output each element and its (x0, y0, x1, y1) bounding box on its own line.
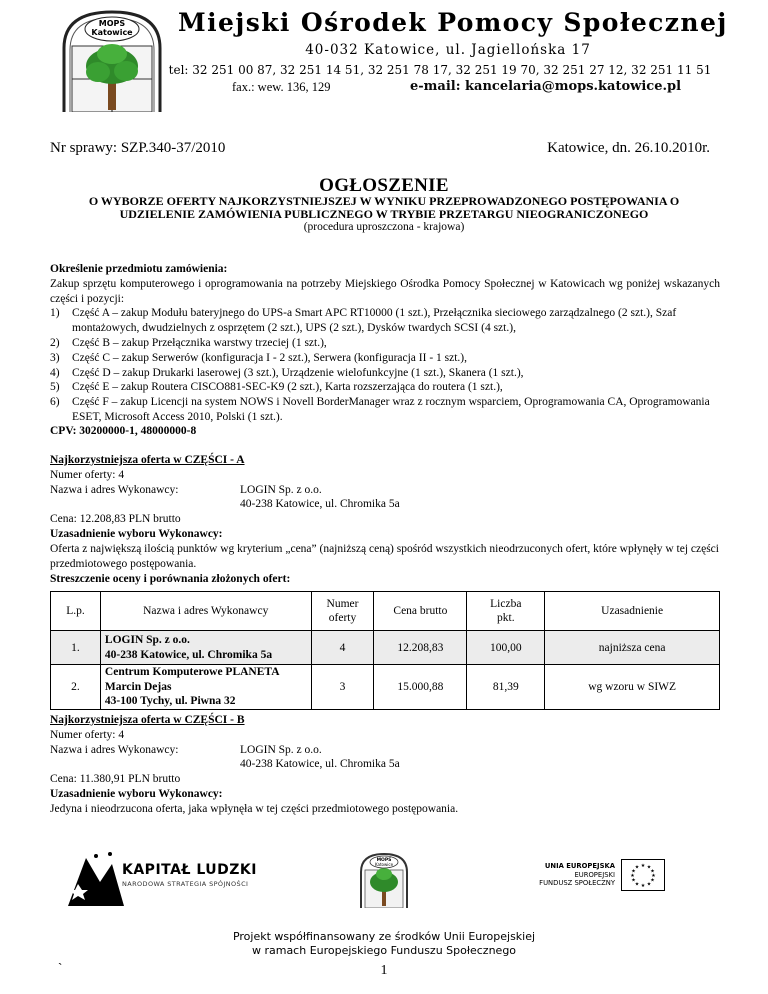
part-a-section (50, 453, 720, 571)
title-line-1: O WYBORZE OFERTY NAJKORZYSTNIEJSZEJ W WYNIKU PRZEPROWADZONEGO POSTĘPOWANIA O (88, 194, 680, 208)
list-item: 6) Część F – zakup Licencji na system NOWS i Novell BorderManager wraz z rocznym wsparciem, Oprogramowania CA, Oprogramowania ESET, Microsoft Access 2010, Polski (1 szt.). (50, 396, 710, 423)
logo-text-city: Katowice (91, 28, 133, 37)
list-item: 3) Część C – zakup Serwerów (konfiguracja I - 2 szt.), Serwera (konfiguracja II - 1 szt.), (50, 351, 467, 364)
col-header: Uzasadnienie (545, 592, 720, 631)
header-address: 40-032 Katowice, ul. Jagiellońska 17 (305, 42, 591, 58)
svg-text:★: ★ (631, 877, 636, 884)
col-header: Nazwa i adres Wykonawcy (100, 592, 311, 631)
part-b-contractor-label: Nazwa i adres Wykonawcy: (50, 743, 179, 756)
svg-text:MOPS: MOPS (376, 858, 392, 863)
part-b-section (50, 713, 720, 817)
part-b-justification-heading: Uzasadnienie wyboru Wykonawcy: (50, 787, 223, 800)
title-line-3: (procedura uproszczona - krajowa) (303, 221, 465, 233)
part-a-offer-number: Numer oferty: 4 (50, 468, 125, 481)
col-header: L.p. (51, 592, 101, 631)
table-header-row (51, 592, 720, 631)
subject-section (50, 262, 720, 425)
col-header: Numer oferty (311, 592, 374, 631)
header-title: Miejski Ośrodek Pomocy Społecznej (178, 8, 728, 37)
list-item: 1) Część A – zakup Modułu bateryjnego do UPS-a Smart APC RT10000 (1 szt.), Przełącznika sieciowego zarządzalnego (2 szt.), Szaf montażowych, dwudzielnych z osprzętem (2 szt.), UPS (2 szt.), Dysków twardych SCSI (4 szt.), (50, 307, 677, 335)
svg-text:Katowice: Katowice (374, 862, 394, 867)
part-a-justification-heading: Uzasadnienie wyboru Wykonawcy: (50, 527, 223, 540)
svg-text:★: ★ (640, 883, 646, 889)
svg-text:★: ★ (630, 873, 635, 879)
svg-text:★: ★ (646, 881, 652, 888)
svg-text:★: ★ (651, 873, 656, 879)
eu-text: UNIA EUROPEJSKA EUROPEJSKI FUNDUSZ SPOŁECZNY (539, 862, 615, 887)
mops-footer-icon (357, 852, 411, 908)
case-number: Nr sprawy: SZP.340-37/2010 (50, 140, 226, 156)
part-b-contractor-name: LOGIN Sp. z o.o. (240, 743, 322, 756)
mops-footer-logo (357, 852, 411, 908)
mops-logo (58, 8, 166, 112)
logo-text-mops: MOPS (98, 19, 126, 28)
summary-heading: Streszczenie oceny i porównania złożonych ofert: (50, 573, 291, 585)
list-item: 5) Część E – zakup Routera CISCO881-SEC-K9 (2 szt.), Karta rozszerzająca do routera (1 szt.), (50, 381, 503, 394)
col-header: Cena brutto (374, 592, 467, 631)
svg-text:★: ★ (634, 881, 640, 888)
part-a-heading: Najkorzystniejsza oferta w CZĘŚCI - A (50, 454, 245, 466)
table-row: 2. Centrum Komputerowe PLANETA Marcin Dejas 43-100 Tychy, ul. Piwna 32 3 15.000,88 81,39 wg wzoru w SIWZ (51, 665, 720, 710)
subject-intro: Zakup sprzętu komputerowego i oprogramowania na potrzeby Miejskiego Ośrodka Pomocy Społecznej w Katowicach wg poniżej wskazanych części i pozycji: (50, 277, 720, 305)
document-date: Katowice, dn. 26.10.2010r. (547, 140, 710, 156)
part-b-justification-text: Jedyna i nieodrzucona oferta, jaka wpłynęła w tej części przedmiotowego postępowania. (50, 802, 459, 815)
svg-text:★: ★ (634, 864, 640, 871)
page-title: OGŁOSZENIE (319, 175, 449, 196)
kapital-ludzki-subtitle: NARODOWA STRATEGIA SPÓJNOŚCI (122, 880, 249, 888)
stray-tick: ` (58, 960, 63, 975)
part-a-price: Cena: 12.208,83 PLN brutto (50, 513, 181, 526)
subject-heading: Określenie przedmiotu zamówienia: (50, 263, 228, 275)
col-header: Liczba pkt. (467, 592, 545, 631)
part-a-contractor-label: Nazwa i adres Wykonawcy: (50, 483, 179, 496)
svg-text:★: ★ (650, 868, 655, 875)
part-b-price: Cena: 11.380,91 PLN brutto (50, 773, 181, 786)
eu-flag (621, 859, 665, 891)
list-item: 4) Część D – zakup Drukarki laserowej (3 szt.), Urządzenie wielofunkcyjne (1 szt.), Skanera (1 szt.), (50, 366, 524, 379)
header-telephone: tel: 32 251 00 87, 32 251 14 51, 32 251 78 17, 32 251 19 70, 32 251 27 12, 32 251 11 51 (168, 63, 712, 77)
svg-text:★: ★ (650, 877, 655, 884)
kapital-ludzki-icon (66, 850, 126, 908)
part-a-contractor-name: LOGIN Sp. z o.o. (240, 483, 322, 496)
kapital-ludzki-title: KAPITAŁ LUDZKI (122, 862, 257, 878)
part-a-contractor-address: 40-238 Katowice, ul. Chromika 5a (240, 498, 400, 511)
offers-table (50, 591, 720, 710)
parts-list (50, 306, 720, 424)
header-fax: fax.: wew. 136, 129 (232, 80, 331, 94)
header-email[interactable]: e-mail: kancelaria@mops.katowice.pl (410, 79, 682, 94)
cpv-codes: CPV: 30200000-1, 48000000-8 (50, 425, 197, 437)
part-a-justification-text: Oferta z największą ilością punktów wg kryterium „cena” (najniższą ceną) spośród wszystkich nieodrzuconych ofert, które wpłynęły w tej części przedmiotowego postępowania. (50, 542, 719, 570)
project-funding-note: Projekt współfinansowany ze środków Unii Europejskiej w ramach Europejskiego Funduszu Społecznego (232, 930, 536, 957)
part-b-contractor-address: 40-238 Katowice, ul. Chromika 5a (240, 758, 400, 771)
list-item: 2) Część B – zakup Przełącznika warstwy trzeciej (1 szt.), (50, 336, 327, 349)
title-line-2: UDZIELENIE ZAMÓWIENIA PUBLICZNEGO W TRYBIE PRZETARGU NIEOGRANICZONEGO (119, 207, 649, 221)
part-b-heading: Najkorzystniejsza oferta w CZĘŚCI - B (50, 714, 245, 726)
kapital-ludzki-logo (66, 850, 126, 908)
eu-flag-icon (622, 860, 664, 890)
svg-text:★: ★ (640, 863, 646, 869)
page-number: 1 (380, 963, 388, 978)
part-b-offer-number: Numer oferty: 4 (50, 728, 125, 741)
table-row: 1. LOGIN Sp. z o.o. 40-238 Katowice, ul. Chromika 5a 4 12.208,83 100,00 najniższa cena (51, 631, 720, 665)
svg-text:★: ★ (631, 868, 636, 875)
svg-text:★: ★ (646, 864, 652, 871)
